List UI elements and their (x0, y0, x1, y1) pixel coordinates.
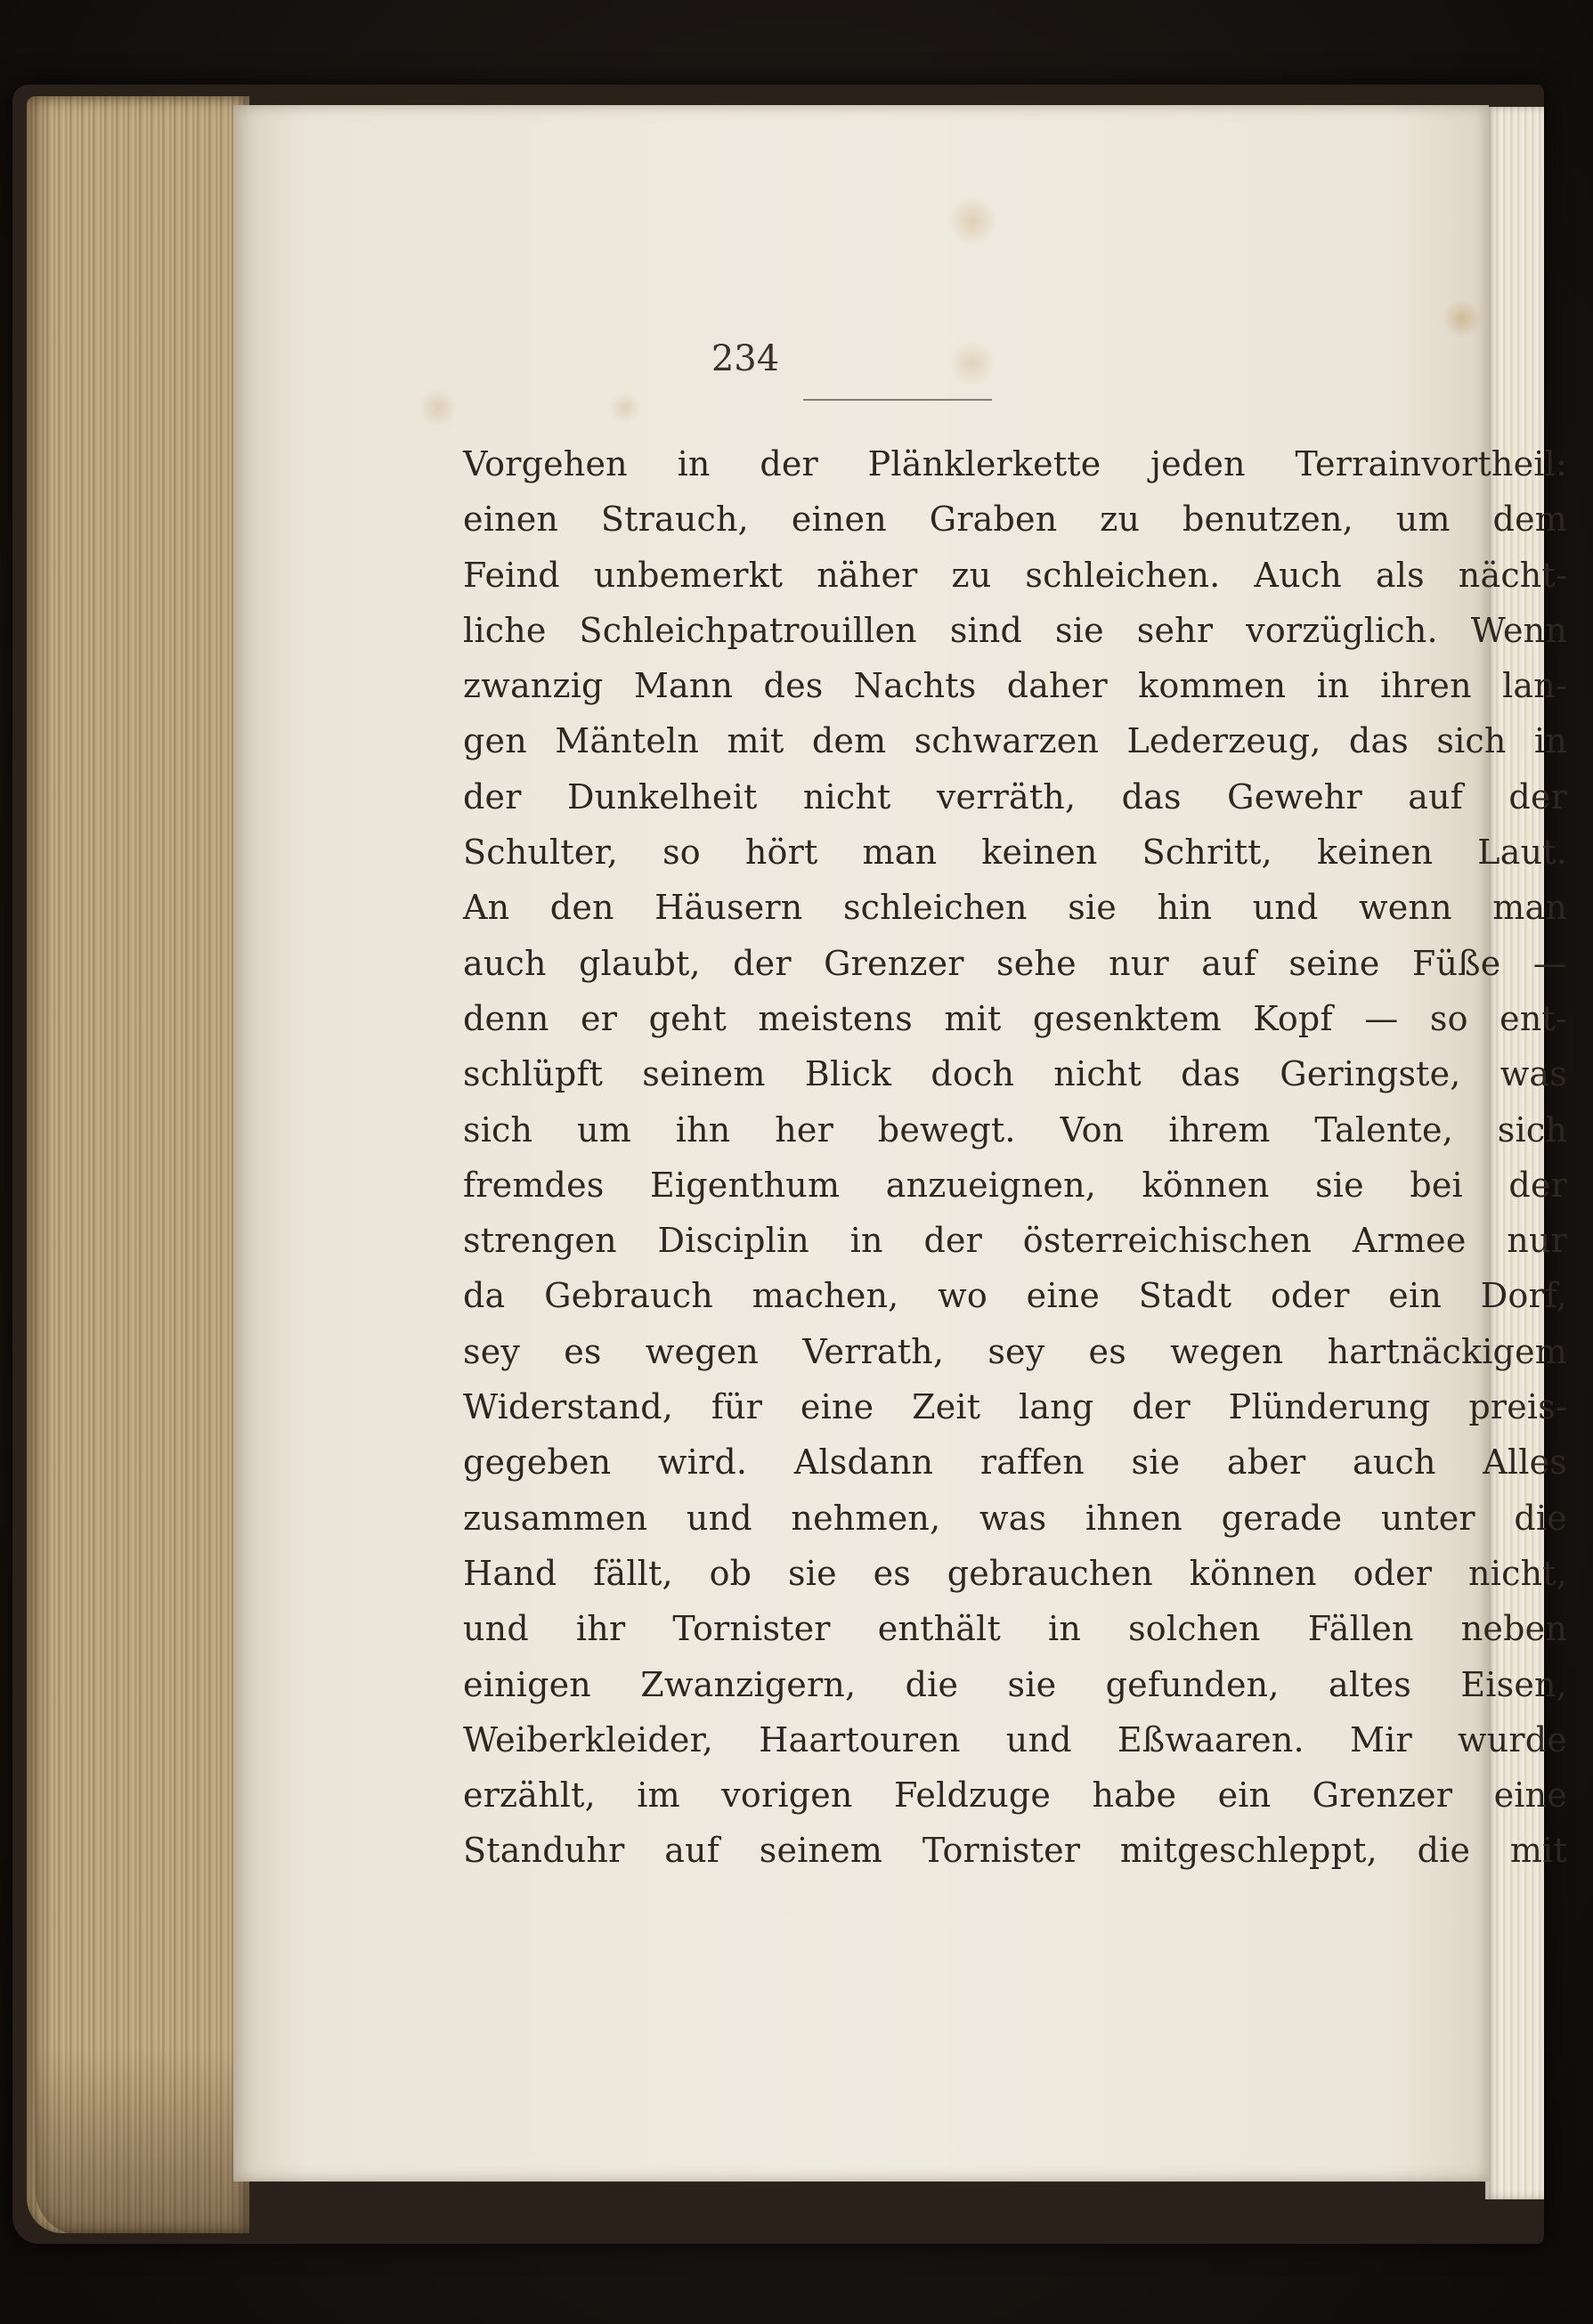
text-line: der Dunkelheit nicht verräth, das Gewehr auf der (463, 776, 1567, 817)
text-line: einen Strauch, einen Graben zu benutzen, um dem (463, 500, 1567, 540)
text-line: Schulter, so hört man keinen Schritt, keinen Laut. (463, 833, 1567, 873)
text-line: liche Schleichpatrouillen sind sie sehr vorzüglich. Wenn (463, 610, 1567, 650)
book-page (233, 105, 1567, 2182)
text-line: einigen Zwanzigern, die sie gefunden, altes Eisen, (463, 1664, 1567, 1704)
text-line: sey es wegen Verrath, sey es wegen hartnäckigem (463, 1331, 1567, 1371)
text-line: und ihr Tornister enthält in solchen Fällen neben (463, 1609, 1567, 1649)
text-line: zusammen und nehmen, was ihnen gerade unter die (463, 1498, 1567, 1538)
page-edges-shadow (36, 2048, 249, 2235)
page-edges-left (27, 96, 249, 2233)
text-line: Vorgehen in der Plänklerkette jeden Terrainvortheil: (463, 444, 1567, 483)
text-line: fremdes Eigenthum anzueignen, können sie bei der (463, 1165, 1567, 1205)
text-line: Hand fällt, ob sie es gebrauchen können oder nicht, (463, 1553, 1567, 1593)
text-line: strengen Disciplin in der österreichischen Armee nur (463, 1221, 1567, 1261)
text-line: auch glaubt, der Grenzer sehe nur auf seine Füße — (463, 943, 1567, 983)
text-line: schlüpft seinem Blick doch nicht das Geringste, was (463, 1054, 1567, 1094)
header-rule (803, 399, 992, 401)
text-line: gen Mänteln mit dem schwarzen Lederzeug, das sich in (463, 721, 1567, 761)
text-line: Standuhr auf seinem Tornister mitgeschleppt, die mit (463, 1831, 1567, 1871)
text-line: denn er geht meistens mit gesenktem Kopf — so ent- (463, 998, 1567, 1038)
text-line: da Gebrauch machen, wo eine Stadt oder ein Dorf, (463, 1276, 1567, 1316)
text-line: Feind unbemerkt näher zu schleichen. Auch als nächt- (463, 555, 1567, 595)
text-line: Widerstand, für eine Zeit lang der Plünderung preis- (463, 1387, 1567, 1427)
text-line: zwanzig Mann des Nachts daher kommen in ihren lan- (463, 666, 1567, 706)
body-text (463, 436, 1567, 1879)
text-line: sich um ihn her bewegt. Von ihrem Talente, sich (463, 1109, 1567, 1150)
text-line: An den Häusern schleichen sie hin und wenn man (463, 888, 1567, 928)
text-line: erzählt, im vorigen Feldzuge habe ein Grenzer eine (463, 1776, 1567, 1816)
text-line: Weiberkleider, Haartouren und Eßwaaren. Mir wurde (463, 1719, 1567, 1759)
page-number: 234 (711, 338, 780, 379)
text-line: gegeben wird. Alsdann raffen sie aber auch Alles (463, 1442, 1567, 1483)
